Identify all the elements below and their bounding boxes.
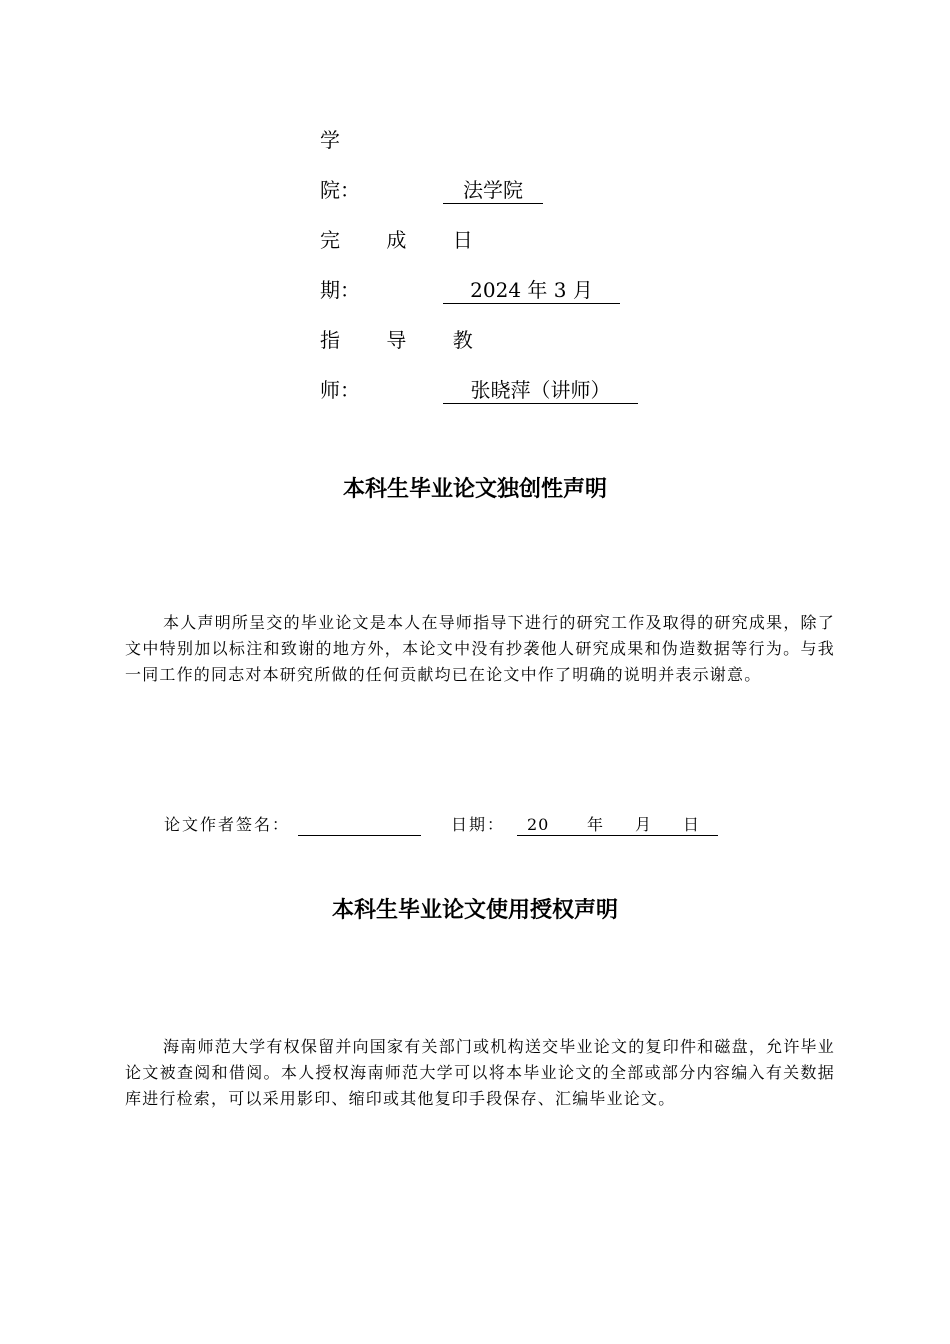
originality-paragraph [125,610,835,688]
authorization-title: 本科生毕业论文使用授权声明 [331,898,618,923]
date-blank [517,813,718,836]
authorization-paragraph [125,1034,835,1112]
date-label-line1: 完 成 日 [320,228,493,252]
signature-blank [298,813,421,836]
advisor-value: 张晓萍（讲师） [443,378,638,404]
college-value: 法学院 [443,178,543,204]
college-label-line1: 学 [320,128,340,152]
date-row [451,813,505,837]
date-year: 20 [527,815,550,834]
date-label-line2: 期： [320,278,360,302]
advisor-label-line2: 师： [320,378,360,402]
signature-label: 论文作者签名： [164,815,291,834]
completion-date-value: 2024 年 3 月 [443,278,620,304]
originality-body: 本人声明所呈交的毕业论文是本人在导师指导下进行的研究工作及取得的研究成果，除了文中特别加以标注和致谢的地方外，本论文中没有抄袭他人研究成果和伪造数据等行为。与我一同工作的同志对本研究所做的任何贡献均已在论文中作了明确的说明并表示谢意。 [125,613,835,684]
advisor-label-line1: 指 导 教 [320,328,493,352]
date-label: 日期： [451,815,506,834]
date-day-unit: 日 [683,815,701,834]
college-label-line2: 院： [320,178,360,202]
originality-title: 本科生毕业论文独创性声明 [342,477,607,502]
authorization-body: 海南师范大学有权保留并向国家有关部门或机构送交毕业论文的复印件和磁盘，允许毕业论文被查阅和借阅。本人授权海南师范大学可以将本毕业论文的全部或部分内容编入有关数据库进行检索，可以采用影印、缩印或其他复印手段保存、汇编毕业论文。 [125,1037,835,1108]
signature-row [164,813,290,837]
date-month-unit: 月 [635,815,653,834]
date-year-unit: 年 [587,815,605,834]
